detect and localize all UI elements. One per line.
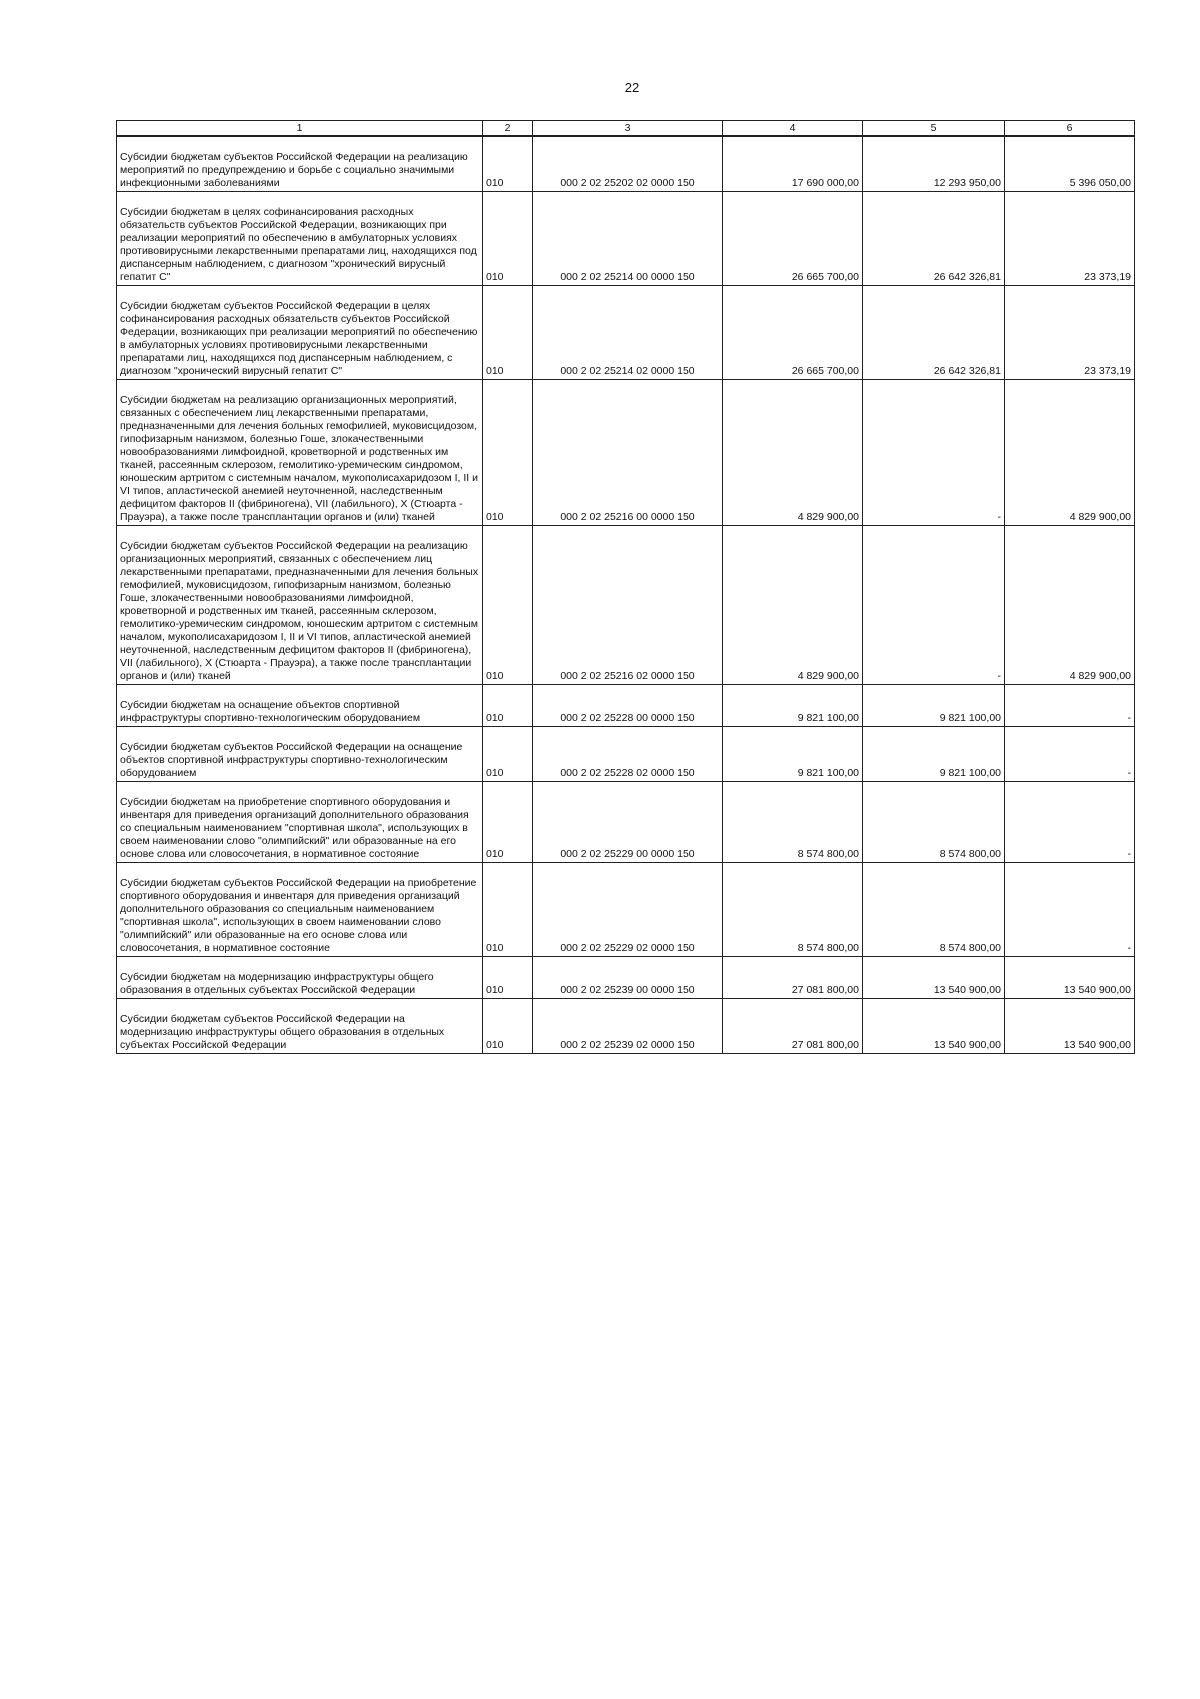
header-col-3: 3 [533, 121, 723, 137]
row-kbk: 000 2 02 25239 00 0000 150 [533, 957, 723, 999]
row-kbk: 000 2 02 25228 02 0000 150 [533, 727, 723, 782]
row-name: Субсидии бюджетам в целях софинансирования расходных обязательств субъектов Российской Федерации, возникающих при реализации мероприятий по обеспечению в амбулаторных условиях противовирусными лекарственными препаратами лиц, находящихся под диспансерным наблюдением, с диагнозом "хронический вирусный гепатит С" [117, 192, 483, 286]
row-code: 010 [483, 999, 533, 1054]
table-row [117, 286, 1135, 380]
row-remain: 4 829 900,00 [1005, 380, 1135, 526]
row-plan: 27 081 800,00 [723, 957, 863, 999]
row-name: Субсидии бюджетам на оснащение объектов спортивной инфраструктуры спортивно-технологическим оборудованием [117, 685, 483, 727]
table-row [117, 957, 1135, 999]
row-kbk: 000 2 02 25202 02 0000 150 [533, 136, 723, 192]
row-name: Субсидии бюджетам на приобретение спортивного оборудования и инвентаря для приведения организаций дополнительного образования со специальным наименованием "спортивная школа", использующих в своем наименовании слово "олимпийский" или образованные на его основе слова или словосочетания, в нормативное состояние [117, 782, 483, 863]
row-remain: - [1005, 782, 1135, 863]
row-kbk: 000 2 02 25239 02 0000 150 [533, 999, 723, 1054]
row-name: Субсидии бюджетам на реализацию организационных мероприятий, связанных с обеспечением лиц лекарственными препаратами, предназначенными для лечения больных гемофилией, муковисцидозом, гипофизарным нанизмом, болезнью Гоше, злокачественными новообразованиями лимфоидной, кроветворной и родственных им тканей, рассеянным склерозом, гемолитико-уремическим синдромом, юношеским артритом с системным началом, мукополисахаридозом I, II и VI типов, апластической анемией неуточненной, наследственным дефицитом факторов II (фибриногена), VII (лабильного), X (Стюарта - Прауэра), а также после трансплантации органов и (или) тканей [117, 380, 483, 526]
row-code: 010 [483, 727, 533, 782]
table-row [117, 192, 1135, 286]
row-name: Субсидии бюджетам субъектов Российской Федерации в целях софинансирования расходных обязательств субъектов Российской Федерации, возникающих при реализации мероприятий по обеспечению в амбулаторных условиях противовирусными лекарственными препаратами лиц, находящихся под диспансерным наблюдением, с диагнозом "хронический вирусный гепатит С" [117, 286, 483, 380]
row-exec: 9 821 100,00 [863, 685, 1005, 727]
budget-table [116, 120, 1135, 1054]
row-code: 010 [483, 380, 533, 526]
row-exec: 13 540 900,00 [863, 957, 1005, 999]
table-body [117, 136, 1135, 1054]
row-exec: 8 574 800,00 [863, 782, 1005, 863]
row-plan: 17 690 000,00 [723, 136, 863, 192]
table-row [117, 863, 1135, 957]
table-row [117, 727, 1135, 782]
row-plan: 9 821 100,00 [723, 685, 863, 727]
table-row [117, 136, 1135, 192]
header-col-5: 5 [863, 121, 1005, 137]
row-code: 010 [483, 957, 533, 999]
row-remain: - [1005, 685, 1135, 727]
row-plan: 4 829 900,00 [723, 526, 863, 685]
row-remain: 13 540 900,00 [1005, 999, 1135, 1054]
row-exec: 12 293 950,00 [863, 136, 1005, 192]
row-kbk: 000 2 02 25229 00 0000 150 [533, 782, 723, 863]
row-exec: 8 574 800,00 [863, 863, 1005, 957]
row-code: 010 [483, 685, 533, 727]
row-kbk: 000 2 02 25214 02 0000 150 [533, 286, 723, 380]
row-code: 010 [483, 286, 533, 380]
row-exec: 13 540 900,00 [863, 999, 1005, 1054]
row-code: 010 [483, 526, 533, 685]
row-kbk: 000 2 02 25216 00 0000 150 [533, 380, 723, 526]
row-code: 010 [483, 782, 533, 863]
row-name: Субсидии бюджетам субъектов Российской Федерации на приобретение спортивного оборудования и инвентаря для приведения организаций дополнительного образования со специальным наименованием "спортивная школа", использующих в своем наименовании слово "олимпийский" или образованные на его основе слова или словосочетания, в нормативное состояние [117, 863, 483, 957]
header-col-1: 1 [117, 121, 483, 137]
table-row [117, 526, 1135, 685]
row-remain: 23 373,19 [1005, 192, 1135, 286]
row-name: Субсидии бюджетам субъектов Российской Федерации на оснащение объектов спортивной инфраструктуры спортивно-технологическим оборудованием [117, 727, 483, 782]
row-remain: 13 540 900,00 [1005, 957, 1135, 999]
row-plan: 4 829 900,00 [723, 380, 863, 526]
row-remain: 23 373,19 [1005, 286, 1135, 380]
row-exec: - [863, 380, 1005, 526]
table-row [117, 380, 1135, 526]
row-plan: 8 574 800,00 [723, 782, 863, 863]
row-exec: - [863, 526, 1005, 685]
row-kbk: 000 2 02 25214 00 0000 150 [533, 192, 723, 286]
table-row [117, 685, 1135, 727]
table-header [117, 121, 1135, 137]
row-plan: 26 665 700,00 [723, 192, 863, 286]
row-code: 010 [483, 136, 533, 192]
row-remain: 4 829 900,00 [1005, 526, 1135, 685]
row-code: 010 [483, 192, 533, 286]
row-name: Субсидии бюджетам на модернизацию инфраструктуры общего образования в отдельных субъектах Российской Федерации [117, 957, 483, 999]
row-plan: 9 821 100,00 [723, 727, 863, 782]
row-exec: 26 642 326,81 [863, 192, 1005, 286]
row-remain: - [1005, 727, 1135, 782]
row-kbk: 000 2 02 25216 02 0000 150 [533, 526, 723, 685]
header-col-2: 2 [483, 121, 533, 137]
row-plan: 26 665 700,00 [723, 286, 863, 380]
row-kbk: 000 2 02 25228 00 0000 150 [533, 685, 723, 727]
row-name: Субсидии бюджетам субъектов Российской Федерации на модернизацию инфраструктуры общего образования в отдельных субъектах Российской Федерации [117, 999, 483, 1054]
row-remain: 5 396 050,00 [1005, 136, 1135, 192]
row-plan: 8 574 800,00 [723, 863, 863, 957]
page-number: 22 [624, 80, 640, 95]
row-exec: 26 642 326,81 [863, 286, 1005, 380]
row-name: Субсидии бюджетам субъектов Российской Федерации на реализацию мероприятий по предупреждению и борьбе с социально значимыми инфекционными заболеваниями [117, 136, 483, 192]
row-kbk: 000 2 02 25229 02 0000 150 [533, 863, 723, 957]
row-name: Субсидии бюджетам субъектов Российской Федерации на реализацию организационных мероприятий, связанных с обеспечением лиц лекарственными препаратами, предназначенными для лечения больных гемофилией, муковисцидозом, гипофизарным нанизмом, болезнью Гоше, злокачественными новообразованиями лимфоидной, кроветворной и родственных им тканей, рассеянным склерозом, гемолитико-уремическим синдромом, юношеским артритом с системным началом, мукополисахаридозом I, II и VI типов, апластической анемией неуточненной, наследственным дефицитом факторов II (фибриногена), VII (лабильного), X (Стюарта - Прауэра), а также после трансплантации органов и (или) тканей [117, 526, 483, 685]
row-exec: 9 821 100,00 [863, 727, 1005, 782]
header-col-4: 4 [723, 121, 863, 137]
row-remain: - [1005, 863, 1135, 957]
table-row [117, 782, 1135, 863]
header-col-6: 6 [1005, 121, 1135, 137]
table-row [117, 999, 1135, 1054]
header-row [117, 121, 1135, 137]
row-code: 010 [483, 863, 533, 957]
row-plan: 27 081 800,00 [723, 999, 863, 1054]
